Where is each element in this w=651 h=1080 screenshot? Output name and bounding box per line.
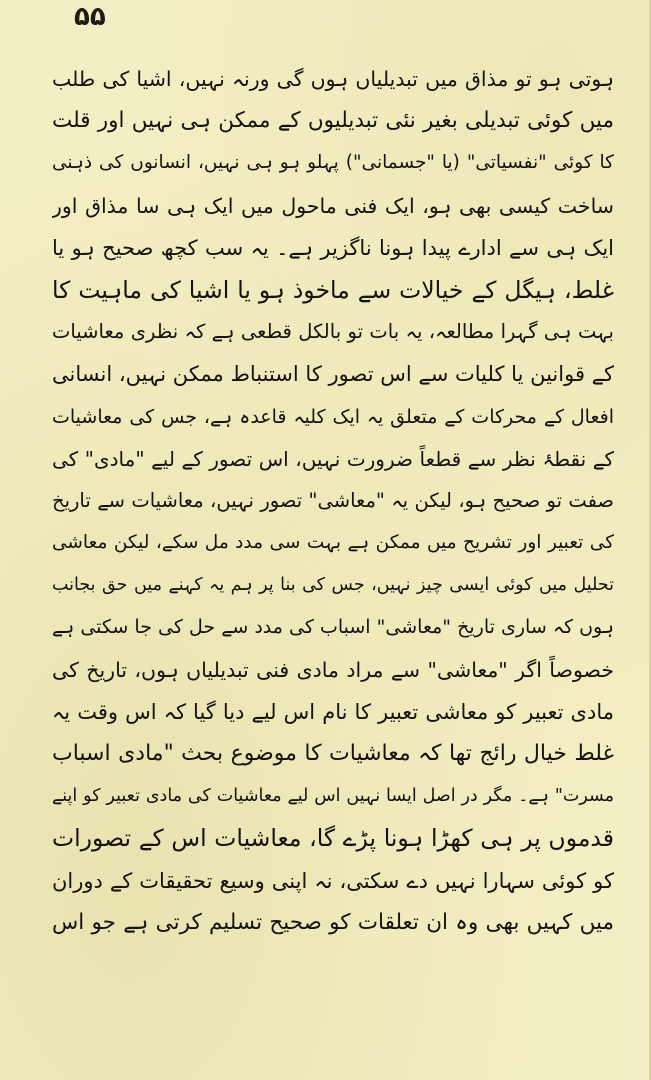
text-line: بہت ہی گہرا مطالعہ، یہ بات تو بالکل قطعی ہے کہ نظری معاشیات	[52, 320, 614, 344]
text-line: کو کوئی سہارا نہیں دے سکتی، نہ اپنی وسیع تحقیقات کے دوران	[52, 868, 614, 893]
text-line: صفت تو صحیح ہو، لیکن یہ "معاشی" تصور نہیں، معاشیات سے تاریخ	[52, 488, 614, 512]
text-line: افعال کے محرکات کے متعلق یہ ایک کلیہ قاعدہ ہے، جس کی معاشیات	[52, 405, 614, 428]
text-line: کا کوئی "نفسیاتی" (یا "جسمانی") پہلو ہو ہی نہیں، انسانوں کی ذہنی	[52, 152, 614, 174]
text-line: ایک ہی سے ادارے پیدا ہونا ناگزیر ہے۔ یہ سب کچھ صحیح ہو یا	[52, 235, 614, 260]
page-text	[52, 58, 614, 944]
text-line: میں کہیں بھی وہ ان تعلقات کو صحیح تسلیم کرتی ہے جو اس	[52, 909, 614, 935]
text-line: تحلیل میں کوئی ایسی چیز نہیں، جس کی بنا پر ہم یہ کہنے میں حق بجانب	[52, 575, 614, 596]
text-line: قدموں پر ہی کھڑا ہونا پڑے گا، معاشیات اس کے تصورات	[52, 824, 614, 853]
text-line: غلط خیال رائج تھا کہ معاشیات کا موضوع بحث "مادی اسباب	[52, 741, 614, 766]
page-number: ۵۵	[74, 2, 106, 32]
text-line: کی تعبیر اور تشریح میں ممکن ہے بہت سی مدد مل سکے، لیکن معاشی	[52, 532, 614, 554]
text-line: مسرت" ہے۔ مگر در اصل ایسا نہیں اس لیے معاشیات کی مادی تعبیر کو اپنے	[52, 786, 614, 807]
text-line: مادی تعبیر کو معاشی تعبیر کا نام اس لیے دیا گیا کہ اس وقت یہ	[52, 699, 614, 724]
text-line: میں کوئی تبدیلی بغیر نئی تبدیلیوں کے ممکن ہی نہیں اور قلت	[52, 108, 614, 134]
text-line: ساخت کیسی بھی ہو، ایک فنی ماحول میں ایک ہی سا مذاق اور	[52, 193, 614, 218]
text-line: خصوصاً اگر "معاشی" سے مراد مادی فنی تبدیلیاں ہوں، تاریخ کی	[52, 657, 614, 682]
text-line: ہوں کہ ساری تاریخ "معاشی" اسباب کی مدد سے حل کی جا سکتی ہے	[52, 616, 614, 639]
text-line: کے قوانین یا کلیات سے اس تصور کا استنباط ممکن نہیں، انسانی	[52, 362, 614, 387]
text-line: غلط، ہیگل کے خیالات سے ماخوذ ہو یا اشیا کی ماہیت کا	[52, 275, 614, 304]
text-line: کے نقطۂ نظر سے قطعاً ضرورت نہیں، اس تصور کے لیے "مادی" کی	[52, 446, 614, 471]
text-line: ہوتی ہو تو مذاق میں تبدیلیاں ہوں گی ورنہ نہیں، اشیا کی طلب	[52, 67, 614, 91]
